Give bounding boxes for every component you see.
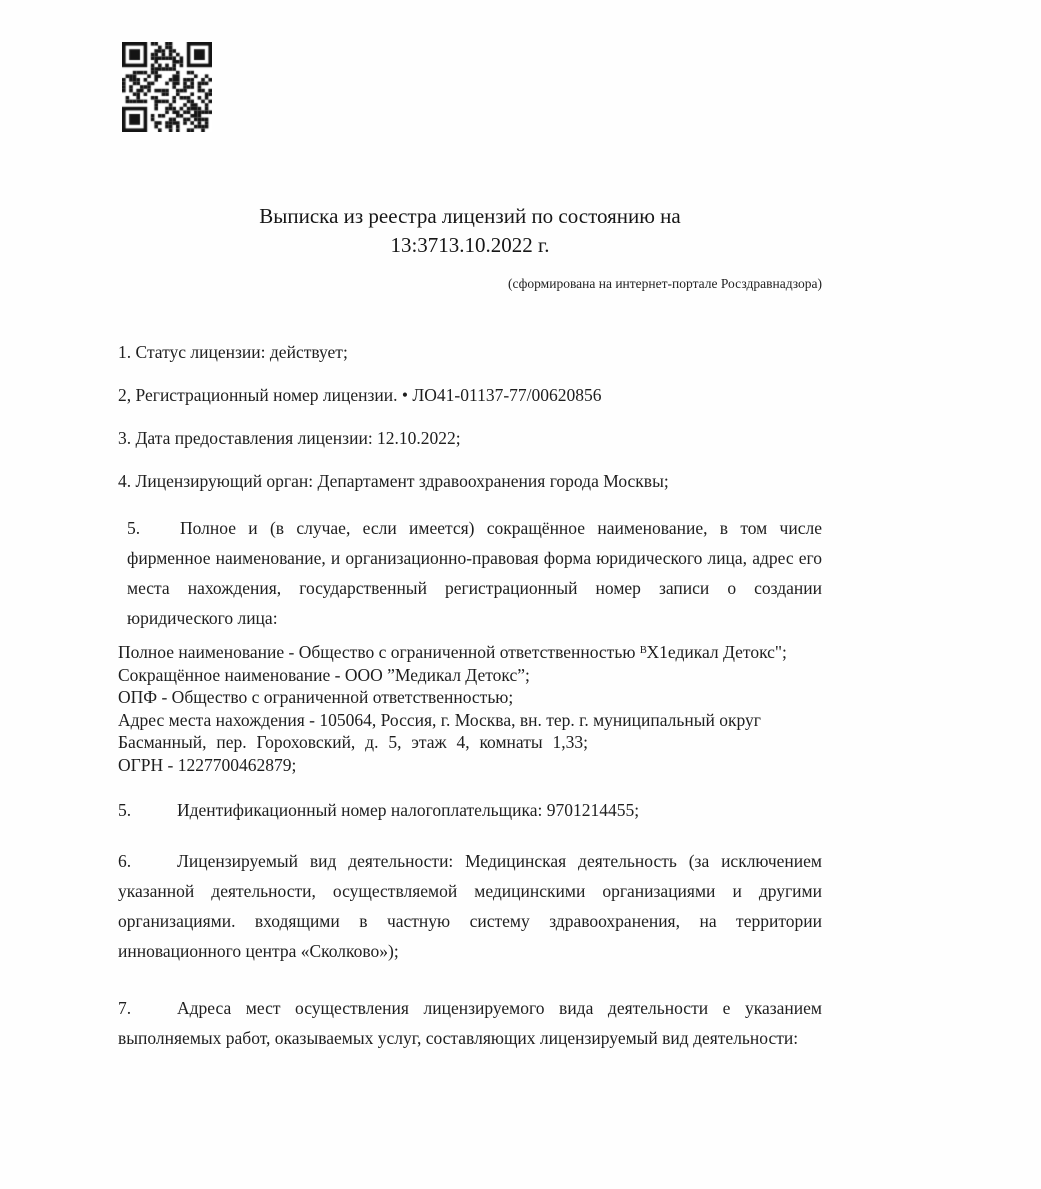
license-status-line: 1. Статус лицензии: действует; [118,342,348,362]
clause-activity-number: 6. [118,851,132,871]
document-subtitle: (сформирована на интернет-портале Росздравнадзора) [507,276,822,291]
document-title [118,202,822,260]
clause-addresses-text: Адреса мест осуществления лицензируемого вида деятельности е указанием выполняемых работ, оказываемых услуг, составляющих лицензируемый вид деятельности: [118,998,822,1048]
company-ogrn: ОГРН - 1227700462879; [118,754,297,775]
company-details-block [118,641,822,776]
clause-addresses [118,993,822,1053]
clause-addresses-number: 7. [118,998,132,1018]
clause-activity [118,846,822,966]
registration-number-line: 2, Регистрационный номер лицензии. • ЛО41-01137-77/00620856 [118,385,602,405]
clause-activity-text: Лицензируемый вид деятельности: Медицинская деятельность (за исключением указанной деятельности, осуществляемой медицинскими организациями и другими организациями. входящими в частную систему здравоохранения, на территории инновационного центра «Сколково»); [118,851,822,961]
title-line-2: 13:3713.10.2022 г. [390,233,550,257]
clause-inn-text: Идентификационный номер налогоплательщика: 9701214455; [177,800,640,820]
title-line-1: Выписка из реестра лицензий по состоянию на [259,204,681,228]
clause-inn [118,795,822,825]
company-short-name: Сокращённое наименование - ООО ”Медикал Детокс”; [118,664,530,685]
clause-inn-number: 5. [118,800,132,820]
grant-date-line: 3. Дата предоставления лицензии: 12.10.2022; [118,428,461,448]
licensing-authority-line: 4. Лицензирующий орган: Департамент здравоохранения города Москвы; [118,471,669,491]
qr-code [122,42,212,132]
company-address-line-2: Басманный, пер. Гороховский, д. 5, этаж 4, комнаты 1,33; [118,732,588,752]
clause-full-name-number: 5. [127,518,141,538]
clause-full-name-text: Полное и (в случае, если имеется) сокращённое наименование, в том числе фирменное наименование, и организационно-правовая форма юридического лица, адрес его места нахождения, государственный регистрационный номер записи о создании юридического лица: [127,518,822,628]
company-opf: ОПФ - Общество с ограниченной ответственностью; [118,687,514,707]
company-address-line-1: Адрес места нахождения - 105064, Россия, г. Москва, вн. тер. г. муниципальный округ [118,709,761,730]
clause-full-name [118,513,822,633]
company-full-name: Полное наименование - Общество с ограниченной ответственностью ᴮХ1едикал Детокс"; [118,642,787,662]
